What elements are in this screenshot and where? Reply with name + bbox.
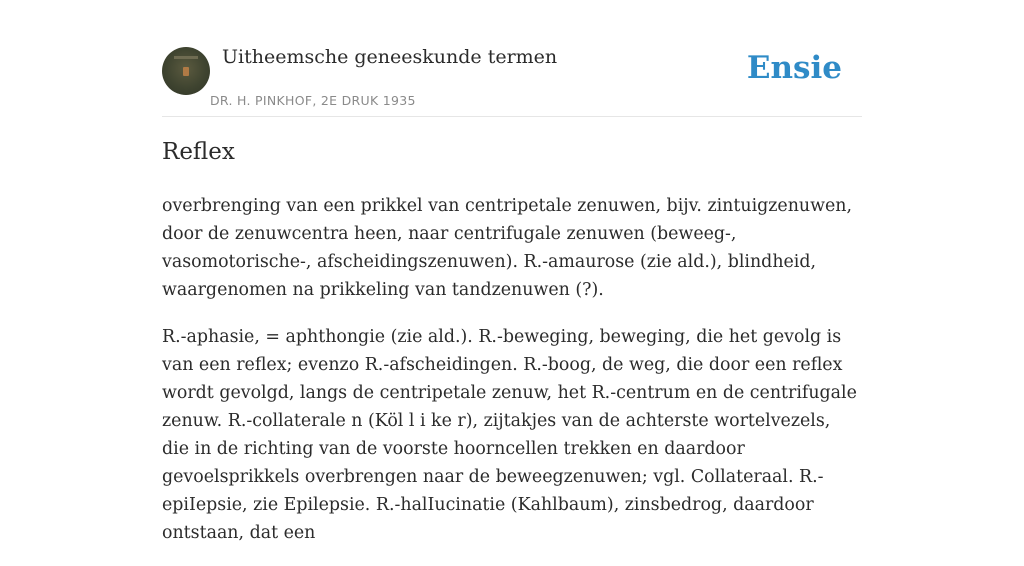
book-cover-icon[interactable] [162, 47, 210, 95]
entry-body [162, 192, 862, 566]
source-header [162, 40, 862, 117]
brand-logo[interactable]: Ensie [746, 50, 842, 86]
entry-title: Reflex [162, 139, 235, 165]
book-cover-emblem [183, 67, 189, 76]
entry-paragraph: R.-aphasie, = aphthongie (zie ald.). R.-beweging, beweging, die het gevolg is van een reflex; evenzo R.-afscheidingen. R.-boog, de weg, die door een reflex wordt gevolgd, langs de centripetale zenuw, het R.-centrum en de centrifugale zenuw. R.-collaterale n (Köl l i ke r), zijtakjes van de achterste wortelvezels, die in de richting van de voorste hoorncellen trekken en daardoor gevoelsprikkels overbrengen naar de beweegzenuwen; vgl. Collateraal. R.-epiIepsie, zie Epilepsie. R.-halIucinatie (Kahlbaum), zinsbedrog, daardoor ontstaan, dat een [162, 327, 857, 543]
book-cover-label [174, 56, 198, 59]
source-subtitle: DR. H. PINKHOF, 2E DRUK 1935 [210, 93, 416, 108]
entry-paragraph: overbrenging van een prikkel van centripetale zenuwen, bijv. zintuigzenuwen, door de zenuwcentra heen, naar centrifugale zenuwen (beweeg-, vasomotorische-, afscheidingszenuwen). R.-amaurose (zie ald.), blindheid, waargenomen na prikkeling van tandzenuwen (?). [162, 196, 853, 300]
source-title[interactable]: Uitheemsche geneeskunde termen [222, 46, 558, 68]
